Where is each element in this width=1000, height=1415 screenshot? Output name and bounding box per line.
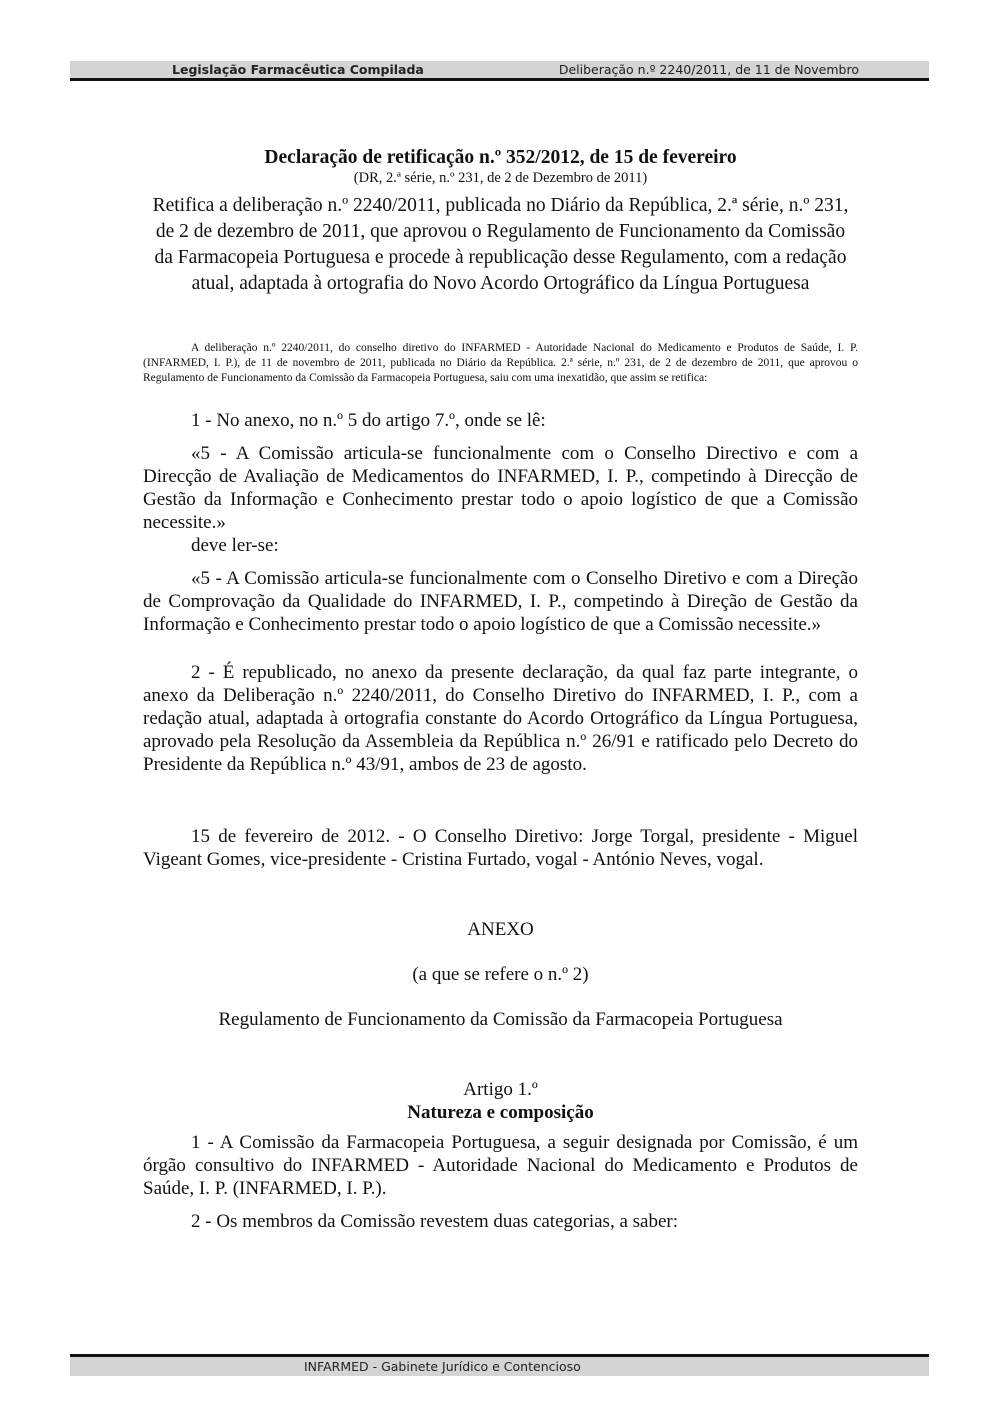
signature-paragraph: 15 de fevereiro de 2012. - O Conselho Diretivo: Jorge Torgal, presidente - Miguel Vigeant Gomes, vice-presidente - Cristina Furtado, vogal - António Neves, vogal. — [143, 826, 858, 870]
document-body — [143, 140, 858, 1233]
page-footer — [70, 1354, 929, 1376]
footer-text: INFARMED - Gabinete Jurídico e Contencioso — [304, 1359, 581, 1374]
article-title: Natureza e composição — [407, 1102, 594, 1123]
article-number: Artigo 1.º — [463, 1079, 538, 1100]
document-summary: Retifica a deliberação n.º 2240/2011, publicada no Diário da República, 2.ª série, n.º 231, de 2 de dezembro de 2011, que aprovou o Regulamento de Funcionamento da Comissão da Farmacopeia Portuguesa e procede à republicação desse Regulamento, com a redação atual, adaptada à ortografia do Novo Acordo Ortográfico da Língua Portuguesa — [152, 195, 849, 294]
annex-regulation-name: Regulamento de Funcionamento da Comissão da Farmacopeia Portuguesa — [218, 1009, 783, 1030]
annex-title: ANEXO — [467, 919, 534, 940]
annex-reference: (a que se refere o n.º 2) — [412, 964, 589, 985]
quote-connector: deve ler-se: — [191, 535, 279, 556]
intro-paragraph: A deliberação n.º 2240/2011, do conselho diretivo do INFARMED - Autoridade Nacional do Medicamento e Produtos de Saúde, I. P. (INFARMED, I. P.), de 11 de novembro de 2011, publicada no Diário da República. 2.ª série, n.º 231, de 2 de dezembro de 2011, que aprovou o Regulamento de Funcionamento da Comissão da Farmacopeia Portuguesa, saiu com uma inexatidão, que assim se retifica: — [143, 342, 858, 384]
document-title: Declaração de retificação n.º 352/2012, de 15 de fevereiro — [264, 147, 737, 168]
quote-original: «5 - A Comissão articula-se funcionalmente com o Conselho Directivo e com a Direcção de Avaliação de Medicamentos do INFARMED, I. P., competindo à Direcção de Gestão da Informação e Conhecimento prestar todo o apoio logístico de que a Comissão necessite.» — [143, 443, 858, 533]
article-paragraph-1: 1 - A Comissão da Farmacopeia Portuguesa, a seguir designada por Comissão, é um órgão consultivo do INFARMED - Autoridade Nacional do Medicamento e Produtos de Saúde, I. P. (INFARMED, I. P.). — [143, 1132, 858, 1199]
header-document-reference: Deliberação n.º 2240/2011, de 11 de Novembro — [558, 62, 859, 77]
document-subtitle: (DR, 2.ª série, n.º 231, de 2 de Dezembro de 2011) — [353, 170, 648, 186]
paragraph-1: 1 - No anexo, no n.º 5 do artigo 7.º, onde se lê: — [191, 410, 546, 431]
page-header — [70, 61, 929, 81]
header-publication-title: Legislação Farmacêutica Compilada — [172, 62, 424, 77]
paragraph-2: 2 - É republicado, no anexo da presente declaração, da qual faz parte integrante, o anexo da Deliberação n.º 2240/2011, do Conselho Diretivo do INFARMED, I. P., com a redação atual, adaptada à ortografia constante do Acordo Ortográfico da Língua Portuguesa, aprovado pela Resolução da Assembleia da República n.º 26/91 e ratificado pelo Decreto do Presidente da República n.º 43/91, ambos de 23 de agosto. — [143, 662, 858, 775]
article-paragraph-2: 2 - Os membros da Comissão revestem duas categorias, a saber: — [191, 1211, 679, 1232]
quote-corrected: «5 - A Comissão articula-se funcionalmente com o Conselho Diretivo e com a Direção de Comprovação da Qualidade do INFARMED, I. P., competindo à Direção de Gestão da Informação e Conhecimento prestar todo o apoio logístico de que a Comissão necessite.» — [143, 568, 858, 635]
